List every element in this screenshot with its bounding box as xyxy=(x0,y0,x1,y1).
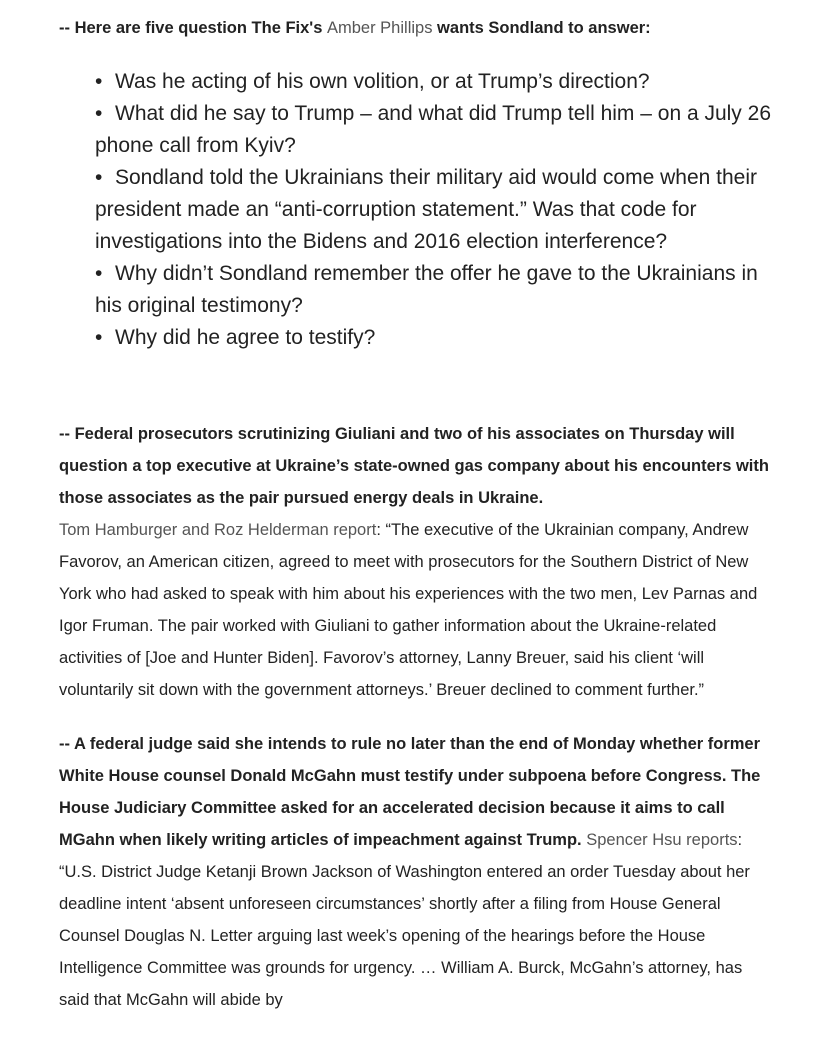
question-text: Why didn’t Sondland remember the offer he gave to the Ukrainians in his original testimony? xyxy=(95,262,758,317)
question-text: Sondland told the Ukrainians their military aid would come when their president made an “anti-corruption statement.” Was that code for investigations into the Bidens and 2016 election interference? xyxy=(95,166,757,253)
question-item xyxy=(95,98,771,162)
bullet-icon: • xyxy=(95,70,103,93)
source-link-spencer-hsu[interactable]: Spencer Hsu reports xyxy=(586,831,738,849)
question-text: Why did he agree to testify? xyxy=(115,326,376,349)
questions-list xyxy=(95,66,771,354)
news-item-mcgahn xyxy=(59,728,771,1016)
questions-intro xyxy=(59,14,771,42)
bullet-icon: • xyxy=(95,326,103,349)
author-link-amber-phillips[interactable]: Amber Phillips xyxy=(327,19,433,37)
question-text: Was he acting of his own volition, or at Trump’s direction? xyxy=(115,70,650,93)
news-headline: -- Federal prosecutors scrutinizing Giuliani and two of his associates on Thursday will question a top executive at Ukraine’s state-owned gas company about his encounters with those associates as the pair pursued energy deals in Ukraine. xyxy=(59,425,769,507)
news-headline: -- A federal judge said she intends to rule no later than the end of Monday whether former White House counsel Donald McGahn must testify under subpoena before Congress. The House Judiciary Committee asked for an accelerated decision because it aims to call MGahn when likely writing articles of impeachment against Trump. xyxy=(59,735,761,849)
question-item xyxy=(95,258,771,322)
news-body: : “The executive of the Ukrainian company, Andrew Favorov, an American citizen, agreed to meet with prosecutors for the Southern District of New York who had asked to speak with him about his experiences with the two men, Lev Parnas and Igor Fruman. The pair worked with Giuliani to gather information about the Ukraine-related activities of [Joe and Hunter Biden]. Favorov’s attorney, Lanny Breuer, said his client ‘will voluntarily sit down with the government attorneys.’ Breuer declined to comment further.” xyxy=(59,521,758,699)
source-link-hamburger-helderman[interactable]: Tom Hamburger and Roz Helderman report xyxy=(59,521,377,539)
intro-lead: -- Here are five question The Fix's xyxy=(59,19,327,37)
news-body: : “U.S. District Judge Ketanji Brown Jackson of Washington entered an order Tuesday about her deadline intent ‘absent unforeseen circumstances’ shortly after a filing from House General Counsel Douglas N. Letter arguing last week’s opening of the hearings before the House Intelligence Committee was grounds for urgency. … William A. Burck, McGahn’s attorney, has said that McGahn will abide by xyxy=(59,831,750,1009)
bullet-icon: • xyxy=(95,166,103,189)
question-text: What did he say to Trump – and what did Trump tell him – on a July 26 phone call from Kyiv? xyxy=(95,102,772,157)
bullet-icon: • xyxy=(95,102,103,125)
intro-tail: wants Sondland to answer: xyxy=(432,19,651,37)
question-item xyxy=(95,322,771,354)
question-item xyxy=(95,162,771,258)
bullet-icon: • xyxy=(95,262,103,285)
question-item xyxy=(95,66,771,98)
article-page xyxy=(59,14,771,1016)
news-item-giuliani xyxy=(59,418,771,706)
